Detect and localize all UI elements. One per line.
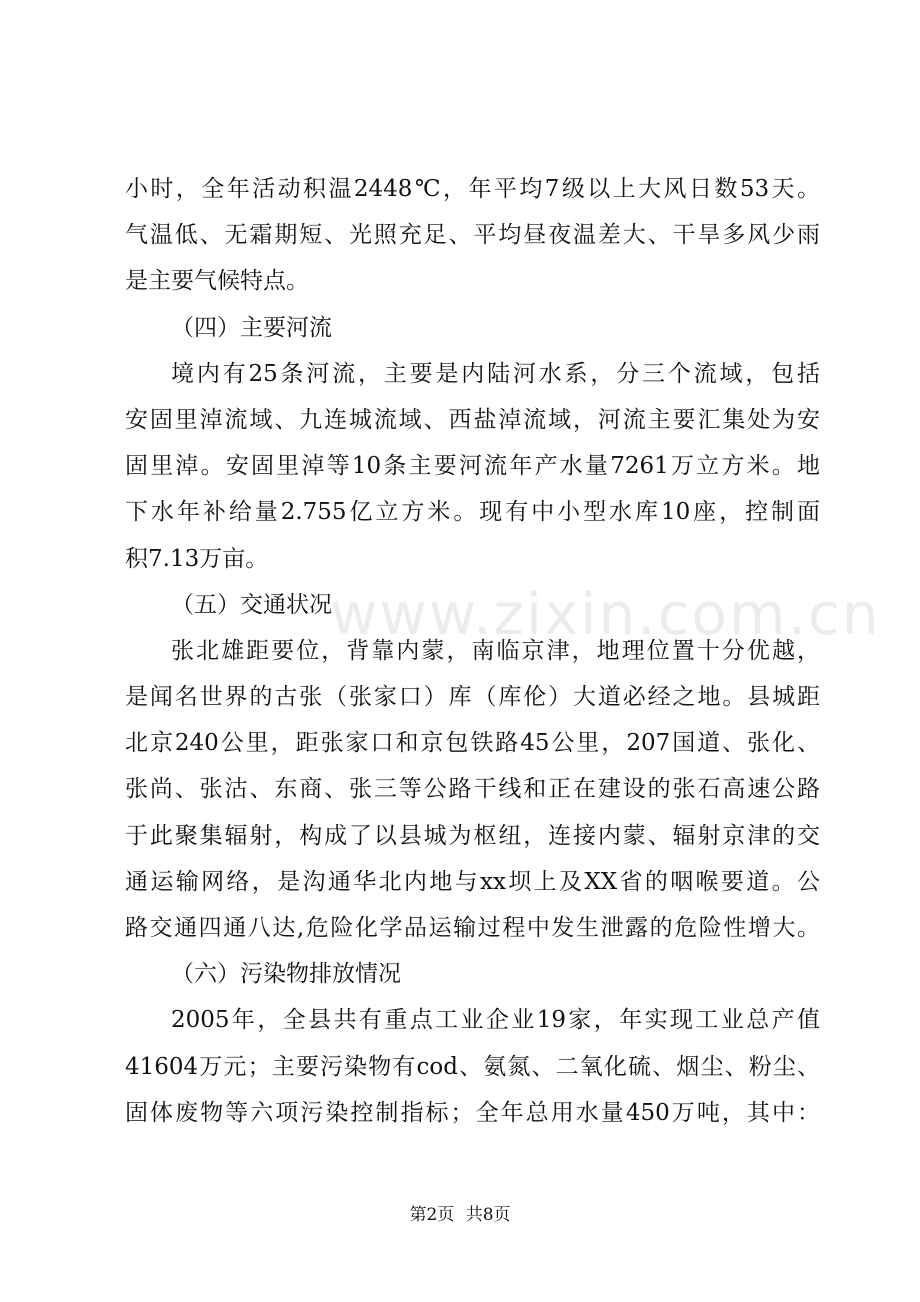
body-line: 张尚、张沽、东商、张三等公路干线和正在建设的张石高速公路 (125, 776, 820, 803)
body-line: 下水年补给量2.755亿立方米。现有中小型水库10座，控制面 (125, 499, 820, 526)
body-line: 固体废物等六项污染控制指标；全年总用水量450万吨，其中： (125, 1099, 820, 1126)
body-line: 2005年，全县共有重点工业企业19家，年实现工业总产值 (171, 1007, 820, 1034)
section-heading-rivers: （四）主要河流 (171, 314, 332, 341)
body-line: 安固里淖流域、九连城流域、西盐淖流域，河流主要汇集处为安 (125, 406, 820, 433)
page-footer (0, 1200, 920, 1225)
body-line: 41604万元；主要污染物有cod、氨氮、二氧化硫、烟尘、粉尘、 (125, 1053, 820, 1080)
section-heading-pollution: （六）污染物排放情况 (171, 961, 401, 988)
section-heading-transport: （五）交通状况 (171, 591, 332, 618)
body-line: 气温低、无霜期短、光照充足、平均昼夜温差大、干旱多风少雨 (125, 222, 820, 249)
watermark: www.zixin.com.cn (330, 580, 881, 648)
body-line: 通运输网络，是沟通华北内地与xx坝上及XX省的咽喉要道。公 (125, 868, 820, 895)
body-line: 是主要气候特点。 (125, 268, 309, 295)
body-line: 张北雄距要位，背靠内蒙，南临京津，地理位置十分优越， (171, 637, 820, 664)
body-line: 境内有25条河流，主要是内陆河水系，分三个流域，包括 (171, 360, 820, 387)
body-line: 北京240公里，距张家口和京包铁路45公里，207国道、张化、 (125, 730, 820, 757)
body-line: 是闻名世界的古张（张家口）库（库伦）大道必经之地。县城距 (125, 684, 820, 711)
body-line: 小时，全年活动积温2448℃，年平均7级以上大风日数53天。 (125, 176, 820, 202)
document-body (125, 166, 820, 1136)
body-line: 固里淖。安固里淖等10条主要河流年产水量7261万立方米。地 (125, 453, 820, 480)
body-line: 于此聚集辐射，构成了以县城为枢纽，连接内蒙、辐射京津的交 (125, 822, 820, 849)
page-number-total: 共8页 (465, 1205, 511, 1225)
body-line: 路交通四通八达,危险化学品运输过程中发生泄露的危险性增大。 (125, 915, 820, 941)
page-number-current: 第2页 (409, 1205, 455, 1225)
body-line: 积7.13万亩。 (125, 545, 269, 572)
